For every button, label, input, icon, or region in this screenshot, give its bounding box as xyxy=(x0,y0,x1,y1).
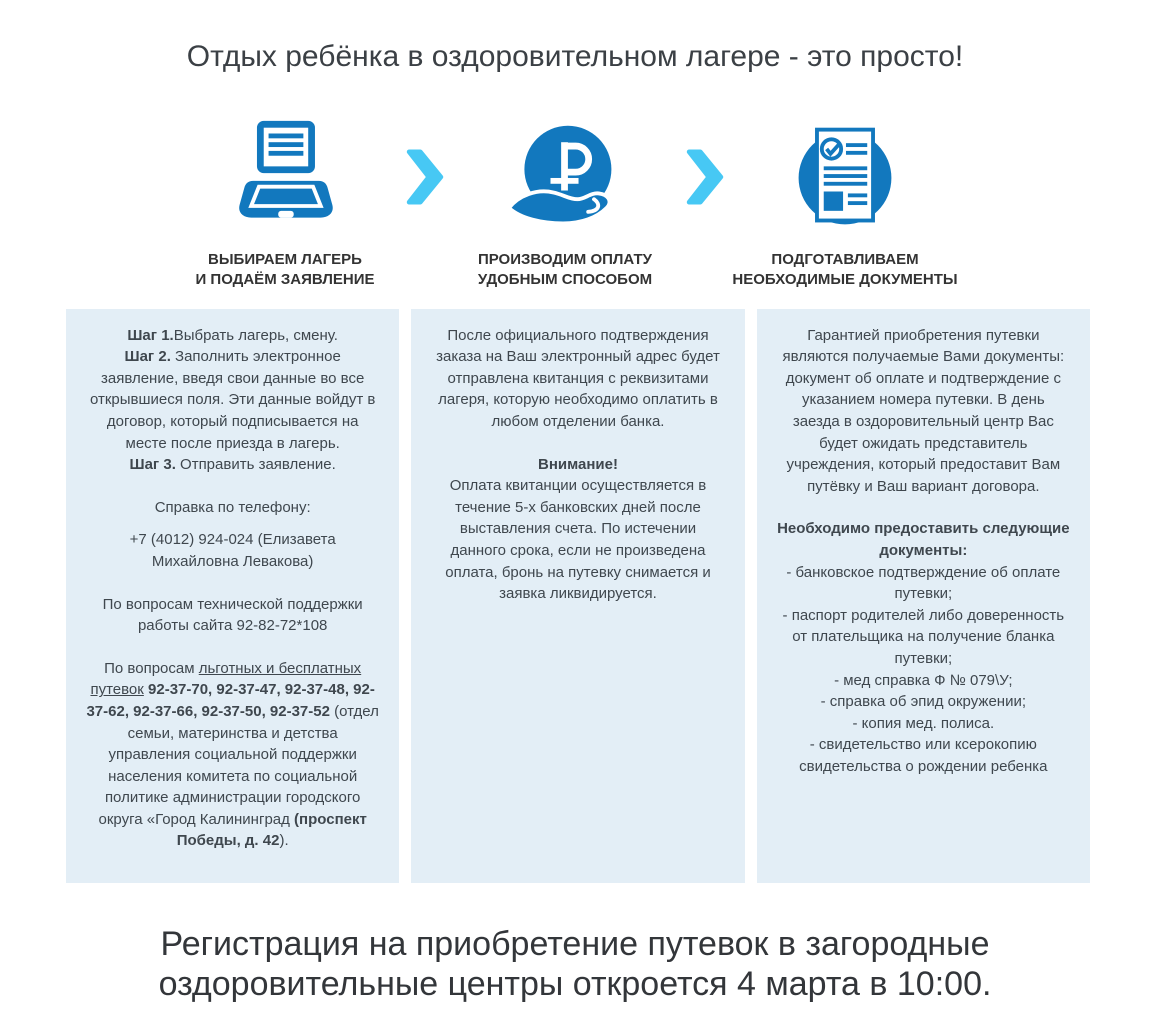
text-segment: После официального подтверждения заказа на Ваш электронный адрес будет отправлена квитанция с реквизитами лагеря, которую необходимо оплатить в любом отделении банка. xyxy=(436,326,720,430)
paragraph xyxy=(777,518,1070,777)
text-segment: По вопросам технической поддержки работы сайта 92-82-72*108 xyxy=(102,595,363,635)
text-segment: Справка по телефону: xyxy=(154,498,311,516)
step-1-title-line1: ВЫБИРАЕМ ЛАГЕРЬ xyxy=(208,251,362,269)
text-segment: Выбрать лагерь, смену. xyxy=(173,326,338,344)
paragraph xyxy=(86,594,379,637)
text-segment: ). xyxy=(279,832,289,850)
paragraph xyxy=(431,325,724,433)
text-segment: Заполнить электронное заявление, введя свои данные во все открывшиеся поля. Эти данные войдут в договор, который подписывается на месте после приезда в лагерь. xyxy=(89,348,376,452)
text-segment: (отдел семьи, материнства и детства управления социальной поддержки населения комитета по социальной политике администрации городского округа «Город Калининград xyxy=(98,702,379,828)
text-segment: Шаг 3. xyxy=(129,456,176,474)
arrow-right-icon xyxy=(685,116,725,238)
step-3-title-line2: НЕОБХОДИМЫЕ ДОКУМЕНТЫ xyxy=(732,271,958,289)
text-segment: +7 (4012) 924-024 (Елизавета Михайловна Левакова) xyxy=(129,531,336,570)
text-segment: льготных и бесплатных путевок xyxy=(90,659,362,699)
step-2-title-line1: ПРОИЗВОДИМ ОПЛАТУ xyxy=(477,251,653,269)
step-1-details-box xyxy=(66,309,399,883)
step-2-title-line2: УДОБНЫМ СПОСОБОМ xyxy=(477,271,653,289)
text-segment: - свидетельство или ксерокопию свидетельства о рождении ребенка xyxy=(799,736,1048,775)
text-segment: Шаг 1. xyxy=(127,326,174,344)
step-3-title-line1: ПОДГОТАВЛИВАЕМ xyxy=(771,251,919,269)
text-segment: - справка об эпид окружении; xyxy=(820,693,1026,711)
step-2-title xyxy=(478,250,652,291)
text-segment: Гарантией приобретения путевки являются получаемые Вами документы: документ об оплате и подтверждение с указанием номера путевки. В день заезда в оздоровительный центр Вас будет ожидать представитель учреждения, который предоставит Вам путёвку и Ваш вариант договора. xyxy=(782,326,1065,495)
steps-row xyxy=(165,116,965,291)
footer-notice-line1: Регистрация на приобретение путевок в загородные xyxy=(160,925,990,964)
laptop-icon xyxy=(225,116,345,238)
paragraph xyxy=(86,497,379,519)
document-check-icon xyxy=(785,116,905,238)
paragraph xyxy=(777,325,1070,498)
step-2 xyxy=(445,116,685,291)
text-segment: - паспорт родителей либо доверенность от плательщика на получение бланка путевки; xyxy=(782,606,1065,667)
paragraph xyxy=(86,325,379,476)
paragraph xyxy=(86,658,379,852)
ruble-hand-icon xyxy=(505,116,625,238)
step-1-title xyxy=(195,250,374,291)
text-segment: Шаг 2. xyxy=(124,348,171,366)
text-segment: (проспект Победы, д. 42 xyxy=(176,810,367,850)
paragraph xyxy=(431,454,724,605)
page xyxy=(0,20,1150,1004)
text-segment: Внимание! xyxy=(538,455,618,473)
step-1-title-line2: И ПОДАЁМ ЗАЯВЛЕНИЕ xyxy=(195,271,375,289)
step-3-title xyxy=(732,250,957,291)
text-segment: По вопросам xyxy=(104,659,199,677)
page-title: Отдых ребёнка в оздоровительном лагере - это просто! xyxy=(186,40,964,74)
text-segment: Необходимо предоставить следующие документы: xyxy=(777,520,1070,559)
step-3 xyxy=(725,116,965,291)
text-segment: Отправить заявление. xyxy=(175,456,336,474)
paragraph xyxy=(86,529,379,572)
text-segment: - банковское подтверждение об оплате путевки; xyxy=(786,563,1061,603)
text-segment: Оплата квитанции осуществляется в течение 5-х банковских дней после выставления счета. По истечении данного срока, если не произведена оплата, бронь на путевку снимается и заявка ликвидируется. xyxy=(445,477,711,603)
text-segment: 92-37-70, 92-37-47, 92-37-48, 92-37-62, 92-37-66, 92-37-50, 92-37-52 xyxy=(86,681,375,720)
payment-details-box xyxy=(411,309,744,883)
arrow-right-icon xyxy=(405,116,445,238)
step-1 xyxy=(165,116,405,291)
text-segment: - мед справка Ф № 079\У; xyxy=(834,671,1013,689)
info-boxes-row xyxy=(66,309,1090,883)
footer-notice xyxy=(0,925,1150,1004)
documents-details-box xyxy=(757,309,1090,883)
text-segment: - копия мед. полиса. xyxy=(852,714,995,732)
footer-notice-line2: оздоровительные центры откроется 4 марта в 10:00. xyxy=(158,964,992,1003)
